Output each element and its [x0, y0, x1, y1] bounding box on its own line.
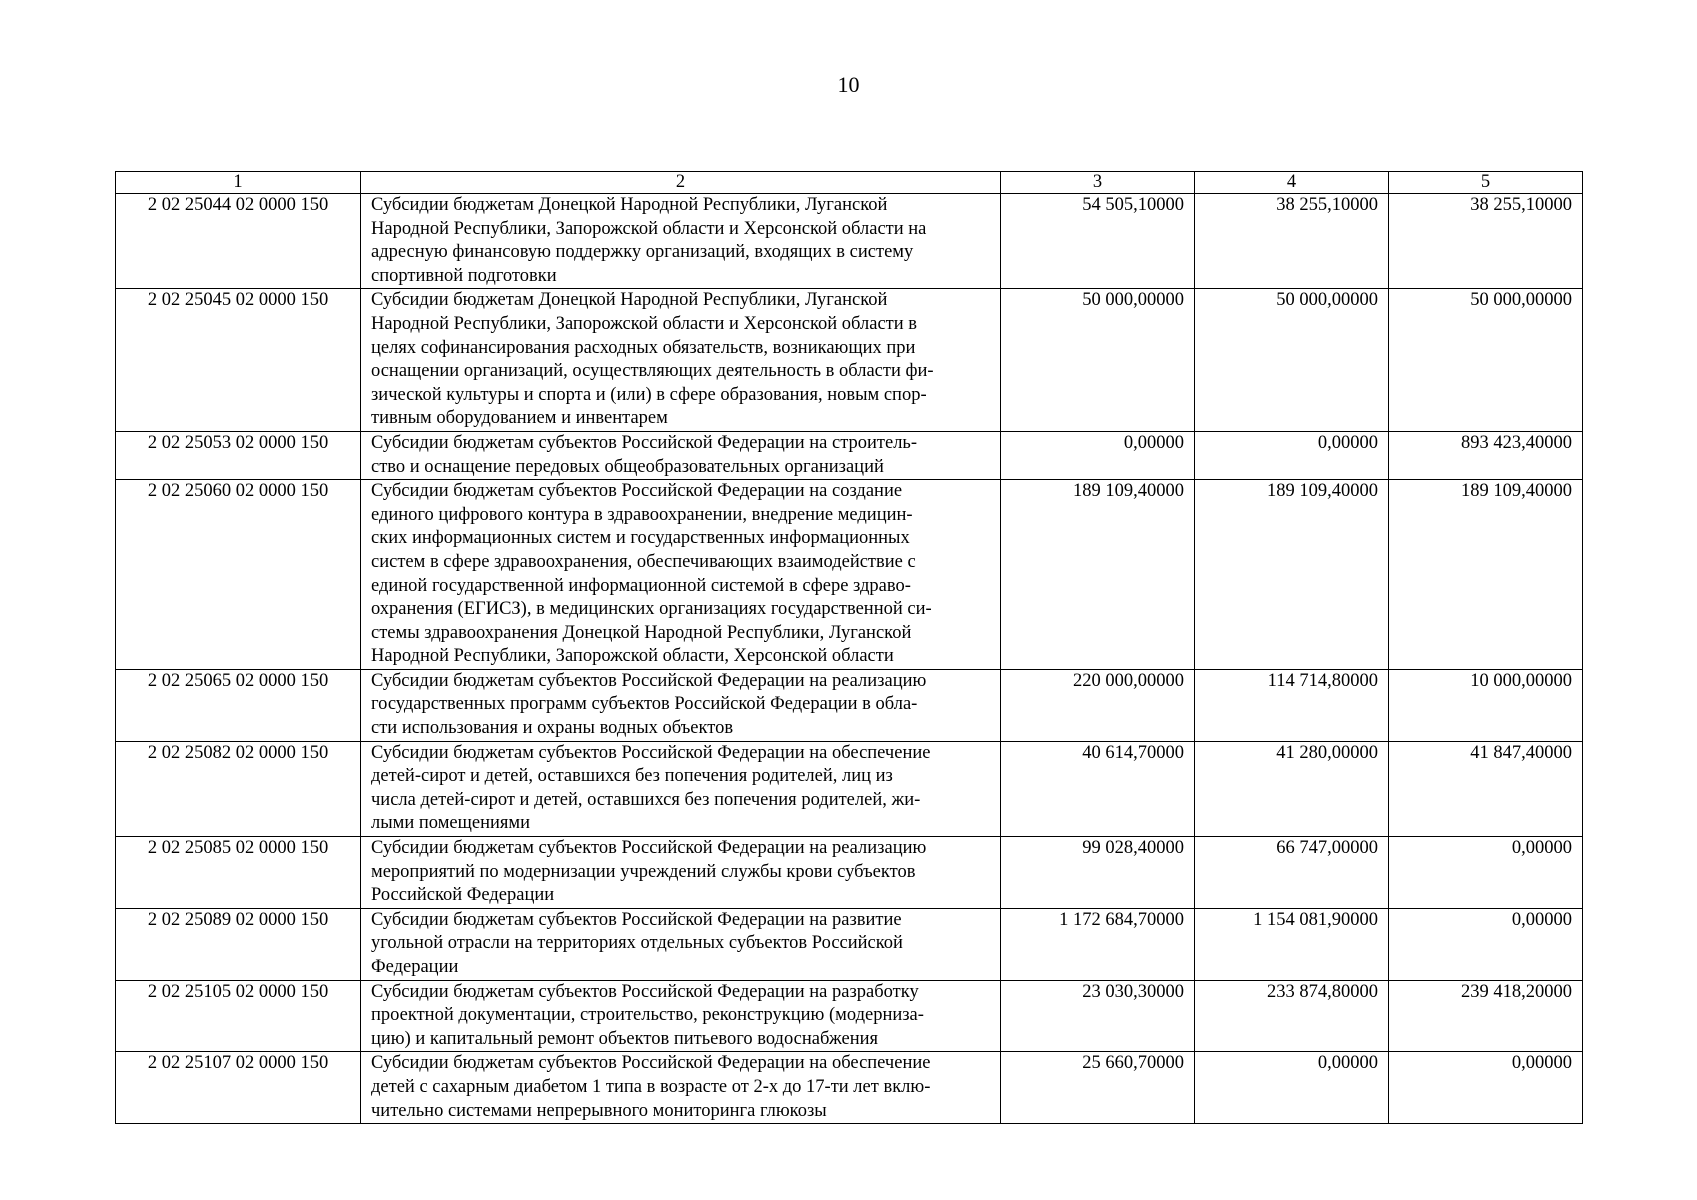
table-row: [116, 980, 1583, 1052]
description-line: Субсидии бюджетам субъектов Российской Федерации на строитель-: [371, 432, 918, 453]
column-header: 4: [1195, 172, 1389, 194]
row-code: 2 02 25045 02 0000 150: [116, 289, 361, 432]
row-code: 2 02 25105 02 0000 150: [116, 980, 361, 1052]
table-row: [116, 431, 1583, 479]
row-code: 2 02 25065 02 0000 150: [116, 669, 361, 741]
row-value-v5: 0,00000: [1389, 908, 1583, 980]
table-body: [116, 194, 1583, 1124]
budget-table: [115, 171, 1583, 1124]
row-value-v3: 1 172 684,70000: [1001, 908, 1195, 980]
description-line: Субсидии бюджетам субъектов Российской Федерации на обеспечение: [371, 742, 931, 763]
header-row: [116, 172, 1583, 194]
row-description: [361, 431, 1001, 479]
page-number: 10: [837, 72, 860, 97]
column-header: 3: [1001, 172, 1195, 194]
table-row: [116, 289, 1583, 432]
row-value-v5: 10 000,00000: [1389, 669, 1583, 741]
description-line: Народной Республики, Запорожской области и Херсонской области на: [371, 218, 927, 239]
description-line: детей-сирот и детей, оставшихся без попечения родителей, лиц из: [371, 766, 893, 787]
description-line: Субсидии бюджетам субъектов Российской Федерации на обеспечение: [371, 1053, 931, 1074]
row-value-v5: 0,00000: [1389, 837, 1583, 909]
table-row: [116, 1052, 1583, 1124]
description-line: Субсидии бюджетам субъектов Российской Федерации на реализацию: [371, 670, 927, 691]
table-row: [116, 837, 1583, 909]
description-line: ство и оснащение передовых общеобразовательных организаций: [371, 456, 884, 477]
row-value-v3: 25 660,70000: [1001, 1052, 1195, 1124]
table-row: [116, 669, 1583, 741]
description-line: Российской Федерации: [371, 885, 555, 906]
row-code: 2 02 25044 02 0000 150: [116, 194, 361, 289]
description-line: Субсидии бюджетам субъектов Российской Федерации на разработку: [371, 981, 919, 1002]
table-row: [116, 741, 1583, 836]
row-value-v3: 220 000,00000: [1001, 669, 1195, 741]
description-line: Народной Республики, Запорожской области и Херсонской области в: [371, 313, 918, 334]
row-description: [361, 837, 1001, 909]
description-line: единого цифрового контура в здравоохранении, внедрение медицин-: [371, 504, 913, 525]
row-value-v4: 66 747,00000: [1195, 837, 1389, 909]
description-line: зической культуры и спорта и (или) в сфере образования, новым спор-: [371, 384, 927, 405]
description-line: спортивной подготовки: [371, 265, 557, 286]
column-header: 1: [116, 172, 361, 194]
column-header: 5: [1389, 172, 1583, 194]
description-line: детей с сахарным диабетом 1 типа в возрасте от 2-х до 17-ти лет вклю-: [371, 1076, 931, 1097]
description-line: ских информационных систем и государственных информационных: [371, 528, 910, 549]
description-line: Народной Республики, Запорожской области, Херсонской области: [371, 646, 894, 667]
row-value-v4: 114 714,80000: [1195, 669, 1389, 741]
row-value-v4: 189 109,40000: [1195, 480, 1389, 670]
row-value-v4: 1 154 081,90000: [1195, 908, 1389, 980]
row-value-v5: 189 109,40000: [1389, 480, 1583, 670]
row-value-v4: 50 000,00000: [1195, 289, 1389, 432]
row-value-v4: 233 874,80000: [1195, 980, 1389, 1052]
description-line: единой государственной информационной системой в сфере здраво-: [371, 575, 911, 596]
row-value-v3: 189 109,40000: [1001, 480, 1195, 670]
row-value-v5: 239 418,20000: [1389, 980, 1583, 1052]
row-description: [361, 1052, 1001, 1124]
row-value-v4: 38 255,10000: [1195, 194, 1389, 289]
table-row: [116, 480, 1583, 670]
row-value-v5: 38 255,10000: [1389, 194, 1583, 289]
table-row: [116, 194, 1583, 289]
table-row: [116, 908, 1583, 980]
column-header: 2: [361, 172, 1001, 194]
row-value-v5: 50 000,00000: [1389, 289, 1583, 432]
row-value-v4: 0,00000: [1195, 1052, 1389, 1124]
description-line: мероприятий по модернизации учреждений службы крови субъектов: [371, 861, 916, 882]
description-line: Субсидии бюджетам Донецкой Народной Республики, Луганской: [371, 290, 888, 311]
row-description: [361, 669, 1001, 741]
row-value-v4: 0,00000: [1195, 431, 1389, 479]
row-value-v3: 23 030,30000: [1001, 980, 1195, 1052]
description-line: цию) и капитальный ремонт объектов питьевого водоснабжения: [371, 1028, 878, 1049]
description-line: чительно системами непрерывного мониторинга глюкозы: [371, 1100, 827, 1121]
description-line: лыми помещениями: [371, 813, 530, 834]
row-description: [361, 480, 1001, 670]
row-code: 2 02 25089 02 0000 150: [116, 908, 361, 980]
description-line: тивным оборудованием и инвентарем: [371, 408, 668, 429]
row-value-v3: 0,00000: [1001, 431, 1195, 479]
row-code: 2 02 25053 02 0000 150: [116, 431, 361, 479]
description-line: адресную финансовую поддержку организаций, входящих в систему: [371, 242, 914, 263]
description-line: систем в сфере здравоохранения, обеспечивающих взаимодействие с: [371, 551, 916, 572]
row-code: 2 02 25060 02 0000 150: [116, 480, 361, 670]
row-value-v5: 41 847,40000: [1389, 741, 1583, 836]
row-code: 2 02 25085 02 0000 150: [116, 837, 361, 909]
description-line: Субсидии бюджетам Донецкой Народной Республики, Луганской: [371, 195, 888, 215]
row-code: 2 02 25082 02 0000 150: [116, 741, 361, 836]
description-line: Субсидии бюджетам субъектов Российской Федерации на создание: [371, 481, 903, 502]
row-value-v3: 40 614,70000: [1001, 741, 1195, 836]
description-line: оснащении организаций, осуществляющих деятельность в области фи-: [371, 361, 934, 382]
description-line: стемы здравоохранения Донецкой Народной Республики, Луганской: [371, 622, 912, 643]
description-line: проектной документации, строительство, реконструкцию (модерниза-: [371, 1005, 924, 1026]
row-value-v5: 893 423,40000: [1389, 431, 1583, 479]
row-description: [361, 980, 1001, 1052]
description-line: Субсидии бюджетам субъектов Российской Федерации на реализацию: [371, 838, 927, 859]
description-line: охранения (ЕГИСЗ), в медицинских организациях государственной си-: [371, 599, 932, 620]
description-line: угольной отрасли на территориях отдельных субъектов Российской: [371, 933, 903, 954]
description-line: государственных программ субъектов Российской Федерации в обла-: [371, 694, 918, 715]
description-line: целях софинансирования расходных обязательств, возникающих при: [371, 337, 916, 358]
row-value-v3: 99 028,40000: [1001, 837, 1195, 909]
row-code: 2 02 25107 02 0000 150: [116, 1052, 361, 1124]
row-value-v3: 54 505,10000: [1001, 194, 1195, 289]
row-value-v4: 41 280,00000: [1195, 741, 1389, 836]
description-line: сти использования и охраны водных объектов: [371, 718, 734, 739]
description-line: числа детей-сирот и детей, оставшихся без попечения родителей, жи-: [371, 789, 921, 810]
row-description: [361, 194, 1001, 289]
row-value-v5: 0,00000: [1389, 1052, 1583, 1124]
description-line: Субсидии бюджетам субъектов Российской Федерации на развитие: [371, 909, 902, 930]
row-value-v3: 50 000,00000: [1001, 289, 1195, 432]
row-description: [361, 289, 1001, 432]
row-description: [361, 908, 1001, 980]
row-description: [361, 741, 1001, 836]
description-line: Федерации: [371, 957, 459, 977]
